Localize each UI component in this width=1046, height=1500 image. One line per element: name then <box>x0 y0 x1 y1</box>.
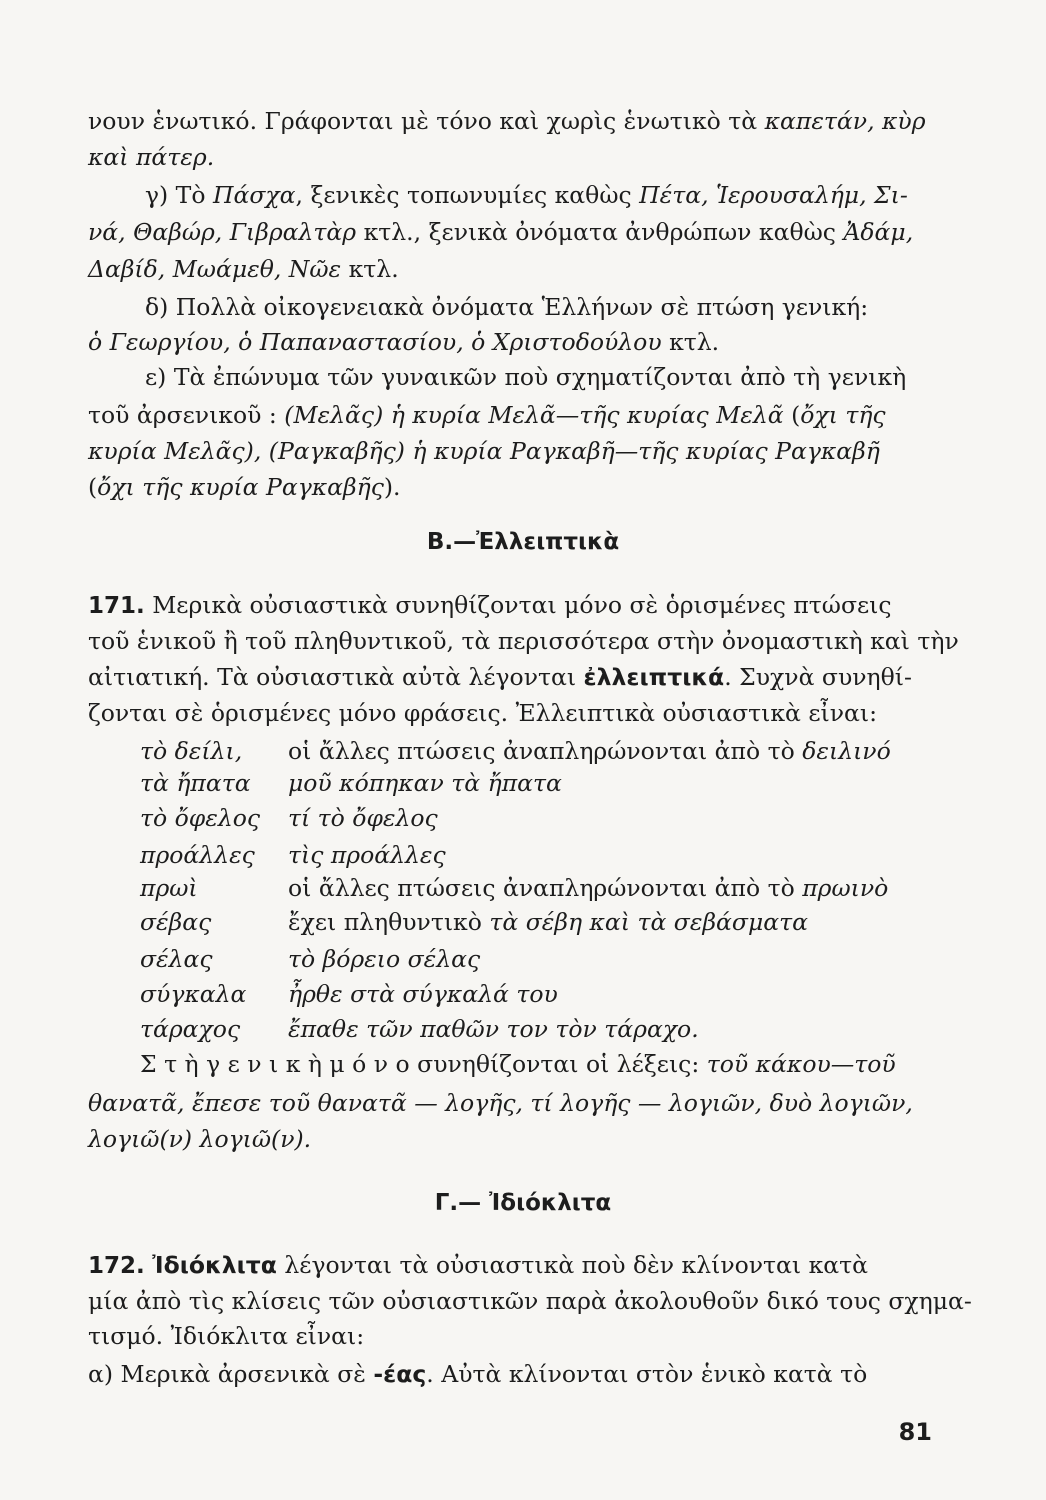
term-explanation: μοῦ κόπηκαν τὰ ἤπατα <box>288 769 562 797</box>
term: τὸ δείλι, <box>140 737 243 765</box>
text-line: νά, Θαβώρ, Γιβραλτὰρ κτλ., ξενικὰ ὀνόματα ἀνθρώπων καθὼς Ἀδάμ, <box>88 218 914 246</box>
term: σέλας <box>140 945 213 973</box>
term: σύγκαλα <box>140 980 247 1008</box>
term: πρωὶ <box>140 874 198 902</box>
text-line: δ) Πολλὰ οἰκογενειακὰ ὀνόματα Ἑλλήνων σὲ πτώση γενική: <box>145 293 869 321</box>
paragraph-171-line: τοῦ ἑνικοῦ ἢ τοῦ πληθυντικοῦ, τὰ περισσότερα στὴν ὀνομαστικὴ καὶ τὴν <box>88 627 959 655</box>
genitive-line: λογιῶ(ν) λογιῶ(ν). <box>88 1125 312 1153</box>
text-line: Δαβίδ, Μωάμεθ, Νῶε κτλ. <box>88 255 399 283</box>
text-line: τοῦ ἀρσενικοῦ : (Μελᾶς) ἡ κυρία Μελᾶ—τῆς κυρίας Μελᾶ (ὄχι τῆς <box>88 401 886 429</box>
term-explanation: ἔπαθε τῶν παθῶν τον τὸν τάραχο. <box>288 1015 699 1043</box>
term-explanation: τί τὸ ὄφελος <box>288 804 438 832</box>
paragraph-172-line: α) Μερικὰ ἀρσενικὰ σὲ -έας. Αὐτὰ κλίνονται στὸν ἑνικὸ κατὰ τὸ <box>88 1360 868 1388</box>
genitive-line: Σ τ ὴ γ ε ν ι κ ὴ μ ό ν ο συνηθίζονται οἱ λέξεις: τοῦ κάκου—τοῦ <box>140 1050 896 1078</box>
paragraph-172-line: τισμό. Ἰδιόκλιτα εἶναι: <box>88 1322 365 1350</box>
page-number: 81 <box>898 1418 932 1446</box>
term: τὸ ὄφελος <box>140 804 261 832</box>
suffix-bold: -έας <box>373 1360 427 1388</box>
term-bold: ἐλλειπτικά <box>583 663 725 691</box>
term: σέβας <box>140 908 212 936</box>
paragraph-172-line: 172. Ἰδιόκλιτα λέγονται τὰ οὐσιαστικὰ ποὺ δὲν κλίνονται κατὰ <box>88 1251 869 1279</box>
paragraph-172-line: μία ἀπὸ τὶς κλίσεις τῶν οὐσιαστικῶν παρὰ ἀκολουθοῦν δικό τους σχημα- <box>88 1287 972 1315</box>
text-line: κυρία Μελᾶς), (Ραγκαβῆς) ἡ κυρία Ραγκαβῆ—τῆς κυρίας Ραγκαβῆ <box>88 437 880 465</box>
term-explanation: οἱ ἄλλες πτώσεις ἀναπληρώνονται ἀπὸ τὸ δειλινό <box>288 737 891 765</box>
text-line: ε) Τὰ ἐπώνυμα τῶν γυναικῶν ποὺ σχηματίζονται ἀπὸ τὴ γενικὴ <box>145 363 907 391</box>
section-heading: Β.—Ἐλλειπτικὰ <box>426 529 620 555</box>
section-heading: Γ.— Ἰδιόκλιτα <box>434 1190 612 1216</box>
term-explanation: τὸ βόρειο σέλας <box>288 945 481 973</box>
text-line: (ὄχι τῆς κυρία Ραγκαβῆς). <box>88 473 401 501</box>
term-bold: Ἰδιόκλιτα <box>152 1251 277 1279</box>
paragraph-number: 171. <box>88 593 145 619</box>
term-explanation: ἔχει πληθυντικὸ τὰ σέβη καὶ τὰ σεβάσματα <box>288 908 808 936</box>
term: προάλλες <box>140 841 255 869</box>
paragraph-171-line: 171. Μερικὰ οὐσιαστικὰ συνηθίζονται μόνο σὲ ὁρισμένες πτώσεις <box>88 591 892 619</box>
term-explanation: τὶς προάλλες <box>288 841 446 869</box>
text-line: νουν ἑνωτικό. Γράφονται μὲ τόνο καὶ χωρὶς ἑνωτικὸ τὰ καπετάν, κὺρ <box>88 107 926 135</box>
term-explanation: ἦρθε στὰ σύγκαλά του <box>288 980 558 1008</box>
paragraph-171-line: αἰτιατική. Τὰ οὐσιαστικὰ αὐτὰ λέγονται ἐλλειπτικά. Συχνὰ συνηθί- <box>88 663 912 691</box>
term-explanation: οἱ ἄλλες πτώσεις ἀναπληρώνονται ἀπὸ τὸ πρωινὸ <box>288 874 889 902</box>
term: τὰ ἤπατα <box>140 769 251 797</box>
text-line: ὁ Γεωργίου, ὁ Παπαναστασίου, ὁ Χριστοδούλου κτλ. <box>88 328 720 356</box>
text-line: καὶ πάτερ. <box>88 143 215 171</box>
text-line: γ) Τὸ Πάσχα, ξενικὲς τοπωνυμίες καθὼς Πέτα, Ἱερουσαλήμ, Σι- <box>145 181 908 209</box>
paragraph-number: 172. <box>88 1253 145 1279</box>
term: τάραχος <box>140 1015 241 1043</box>
genitive-line: θανατᾶ, ἔπεσε τοῦ θανατᾶ — λογῆς, τί λογῆς — λογιῶν, δυὸ λογιῶν, <box>88 1089 913 1117</box>
paragraph-171-line: ζονται σὲ ὁρισμένες μόνο φράσεις. Ἐλλειπτικὰ οὐσιαστικὰ εἶναι: <box>88 699 878 727</box>
